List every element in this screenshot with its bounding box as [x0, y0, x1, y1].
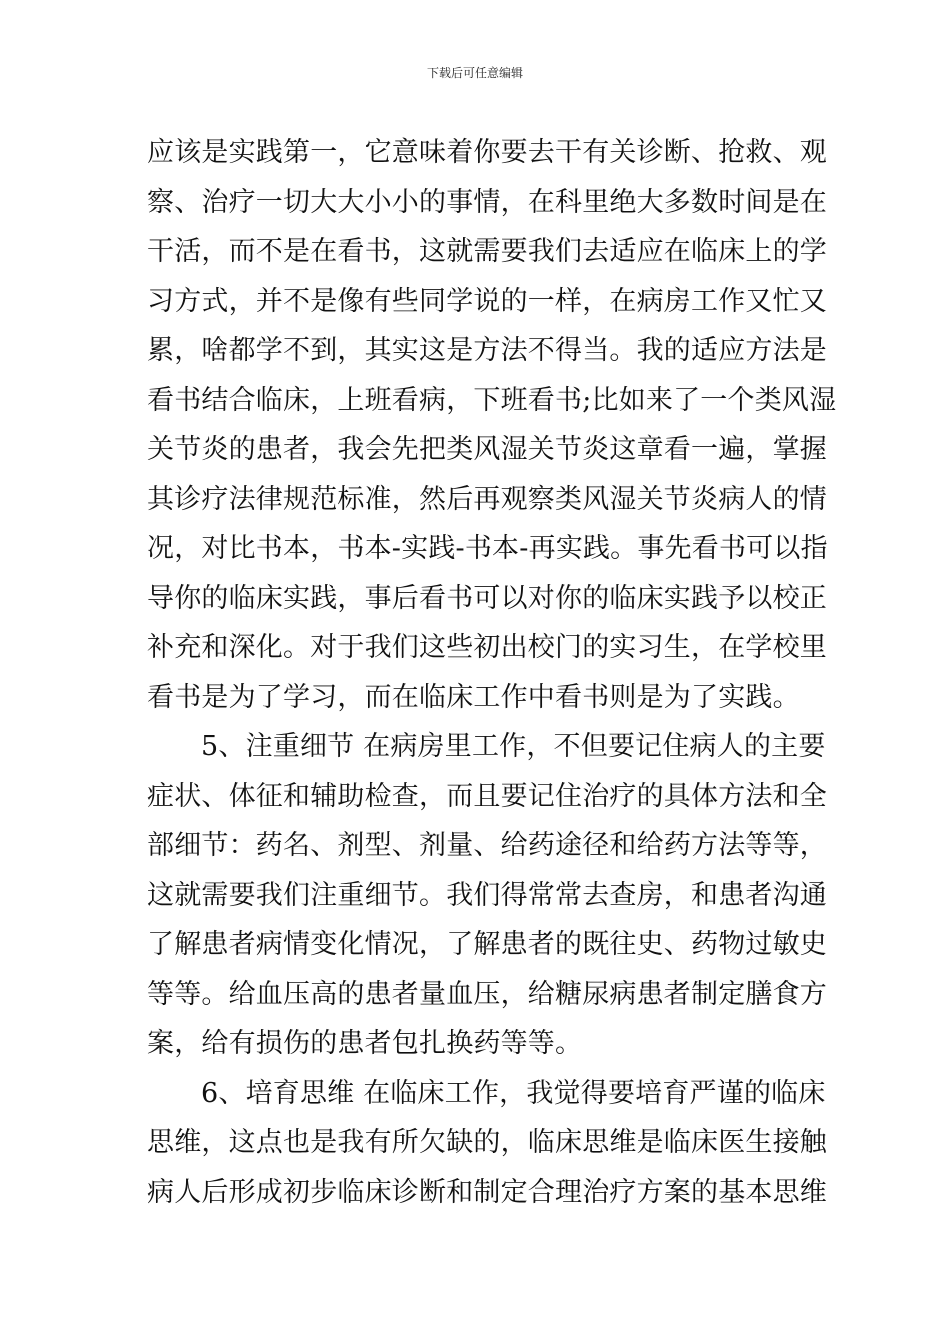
- paragraph-line: 其诊疗法律规范标准，然后再观察类风湿关节炎病人的情: [147, 483, 827, 515]
- paragraph-line: 症状、体征和辅助检查，而且要记住治疗的具体方法和全: [147, 780, 827, 812]
- paragraph-line: 补充和深化。对于我们这些初出校门的实习生，在学校里: [147, 632, 827, 663]
- paragraph-line: 累，啥都学不到，其实这是方法不得当。我的适应方法是: [147, 335, 827, 366]
- paragraph-line: 察、治疗一切大大小小的事情，在科里绝大多数时间是在: [147, 186, 827, 218]
- paragraph-line: 干活，而不是在看书，这就需要我们去适应在临床上的学: [147, 236, 827, 267]
- section-6-heading-line: 6、培育思维 在临床工作，我觉得要培育严谨的临床: [201, 1077, 826, 1109]
- paragraph-line: 况，对比书本，书本-实践-书本-再实践。事先看书可以指: [147, 533, 828, 564]
- document-body: [147, 128, 837, 1217]
- paragraph-line: 导你的临床实践，事后看书可以对你的临床实践予以校正: [147, 582, 827, 614]
- page-header: 下载后可任意编辑: [426, 66, 523, 80]
- paragraph-line: 关节炎的患者，我会先把类风湿关节炎这章看一遍，掌握: [147, 434, 827, 465]
- paragraph-line: 思维，这点也是我有所欠缺的，临床思维是临床医生接触: [147, 1127, 827, 1158]
- paragraph-line: 了解患者病情变化情况，了解患者的既往史、药物过敏史: [147, 929, 827, 960]
- paragraph-line: 看书是为了学习，而在临床工作中看书则是为了实践。: [147, 681, 800, 713]
- paragraph-line: 部细节：药名、剂型、剂量、给药途径和给药方法等等，: [147, 830, 827, 861]
- paragraph-line: 这就需要我们注重细节。我们得常常去查房，和患者沟通: [147, 879, 827, 911]
- paragraph-line: 看书结合临床，上班看病，下班看书;比如来了一个类风湿: [147, 384, 837, 416]
- section-5-heading-line: 5、注重细节 在病房里工作，不但要记住病人的主要: [201, 731, 826, 762]
- paragraph-line: 等等。给血压高的患者量血压，给糖尿病患者制定膳食方: [147, 978, 827, 1010]
- paragraph-line: 应该是实践第一，它意味着你要去干有关诊断、抢救、观: [147, 137, 827, 168]
- paragraph-line: 案，给有损伤的患者包扎换药等等。: [147, 1028, 583, 1059]
- paragraph-line: 习方式，并不是像有些同学说的一样，在病房工作又忙又: [147, 285, 827, 317]
- paragraph-line: 病人后形成初步临床诊断和制定合理治疗方案的基本思维: [147, 1176, 827, 1208]
